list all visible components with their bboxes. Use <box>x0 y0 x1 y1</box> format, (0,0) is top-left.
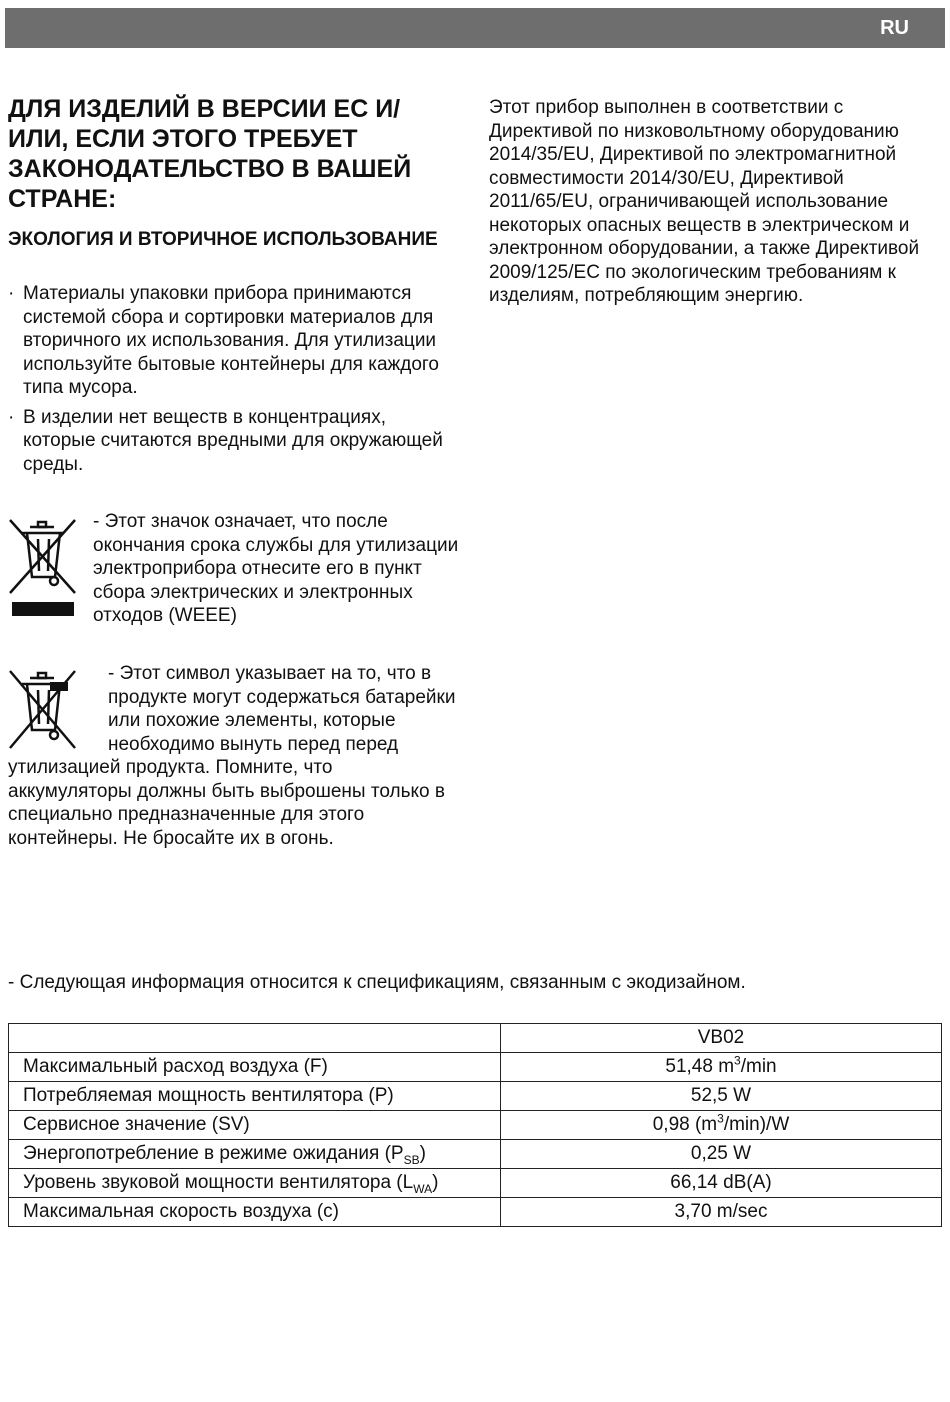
param-cell <box>9 1140 501 1169</box>
table-row <box>9 1082 942 1111</box>
ecology-heading: ЭКОЛОГИЯ И ВТОРИЧНОЕ ИСПОЛЬЗОВАНИЕ <box>8 229 438 250</box>
param-subscript: SB <box>403 1152 420 1167</box>
list-item <box>8 406 458 477</box>
table-row <box>9 1053 942 1082</box>
table-row <box>9 1198 942 1227</box>
table-row <box>9 1169 942 1198</box>
value-cell <box>501 1111 942 1140</box>
header-bar <box>5 8 945 48</box>
value-superscript: 3 <box>734 1053 741 1068</box>
bullet-text: Материалы упаковки прибора принимаются системой сбора и сортировки материалов для вторичного их использования. Для утилизации используйте бытовые контейнеры для каждого типа мусора. <box>23 283 439 398</box>
spec-table <box>8 1023 942 1227</box>
param-label: Потребляемая мощность вентилятора (P) <box>23 1085 394 1106</box>
value-tail: /min)/W <box>723 1114 790 1135</box>
bullet-text: В изделии нет веществ в концентрациях, которые считаются вредными для окружающей среды. <box>23 406 443 475</box>
header-empty-cell <box>9 1024 501 1053</box>
param-cell <box>9 1082 501 1111</box>
value-text: 0,98 (m <box>652 1114 718 1135</box>
param-cell <box>9 1169 501 1198</box>
table-row <box>9 1140 942 1169</box>
value-cell <box>501 1169 942 1198</box>
value-cell <box>501 1198 942 1227</box>
value-text: 3,70 m/sec <box>674 1201 768 1222</box>
value-text: 52,5 W <box>690 1085 752 1106</box>
value-text: 66,14 dB(A) <box>670 1172 772 1193</box>
value-cell <box>501 1082 942 1111</box>
crossed-out-bin-icon <box>8 515 78 620</box>
bullet-dot: · <box>8 406 15 428</box>
table-row <box>9 1111 942 1140</box>
icon-spacer <box>8 662 108 756</box>
param-tail: ) <box>432 1172 439 1193</box>
battery-text: - Этот символ указывает на то, что в продукте могут содержаться батарейки или похожие элементы, которые необходимо вынуть перед перед утилизацией продукта. Помните, что аккумуляторы должны быть выброшены только в специально предназначенные для этого контейнеры. Не бросайте их в огонь. <box>8 663 456 849</box>
weee-description: - Этот значок означает, что после окончания срока службы для утилизации электроприбора отнесите его в пункт сбора электрических и электронных отходов (WEEE) <box>93 511 459 626</box>
param-label: Энергопотребление в режиме ожидания (P <box>23 1143 404 1164</box>
param-label: Уровень звуковой мощности вентилятора (L <box>23 1172 414 1193</box>
param-cell <box>9 1198 501 1227</box>
model-header: VB02 <box>501 1024 942 1053</box>
list-item <box>8 282 458 400</box>
ecology-list <box>8 282 458 482</box>
value-tail: /min <box>740 1056 777 1077</box>
param-label: Максимальная скорость воздуха (c) <box>23 1201 339 1222</box>
value-cell <box>501 1140 942 1169</box>
param-label: Максимальный расход воздуха (F) <box>23 1056 328 1077</box>
param-cell <box>9 1053 501 1082</box>
ecodesign-note: - Следующая информация относится к спецификациям, связанным с экодизайном. <box>8 972 746 993</box>
param-tail: ) <box>419 1143 426 1164</box>
value-superscript: 3 <box>717 1111 724 1126</box>
value-cell <box>501 1053 942 1082</box>
param-label: Сервисное значение (SV) <box>23 1114 250 1135</box>
language-label: RU <box>880 17 909 39</box>
param-cell <box>9 1111 501 1140</box>
value-text: 0,25 W <box>690 1143 752 1164</box>
directives-paragraph: Этот прибор выполнен в соответствии с Директивой по низковольтному оборудованию 2014/35/EU, Директивой по электромагнитной совместимости 2014/30/EU, Директивой 2011/65/EU, ограничивающей использование некоторых опасных веществ в электрическом и электронном оборудовании, а также Директивой 2009/125/EC по экологическим требованиям к изделиям, потребляющим энергию. <box>489 97 920 306</box>
bullet-dot: · <box>8 283 15 304</box>
table-header-row <box>9 1024 942 1053</box>
param-subscript: WA <box>413 1181 433 1196</box>
value-text: 51,48 m <box>665 1056 735 1077</box>
page-title: ДЛЯ ИЗДЕЛИЙ В ВЕРСИИ ЕС И/ИЛИ, ЕСЛИ ЭТОГО ТРЕБУЕТ ЗАКОНОДАТЕЛЬСТВО В ВАШЕЙ СТРАНЕ: <box>8 95 412 213</box>
battery-description <box>8 662 458 850</box>
